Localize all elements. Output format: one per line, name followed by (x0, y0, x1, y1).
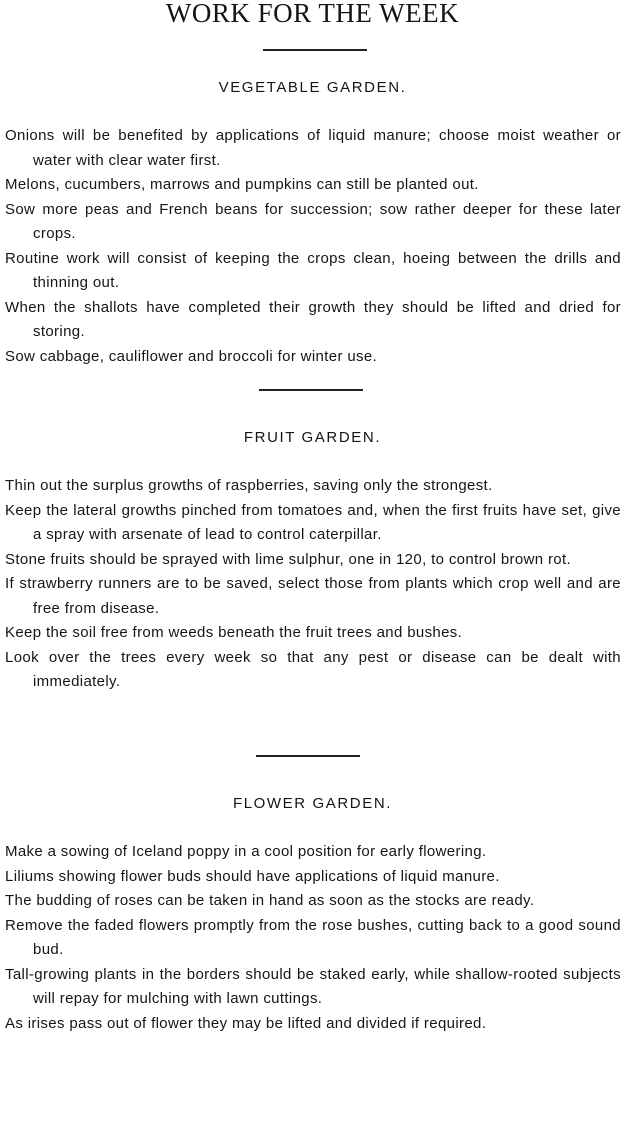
list-item: Make a sowing of Iceland poppy in a cool position for early flowering. (5, 843, 487, 860)
list-item: Onions will be benefited by applications of liquid manure; choose moist weather or water with clear water first. (5, 127, 621, 169)
flower-garden-heading: FLOWER GARDEN. (232, 795, 393, 812)
list-item: Sow more peas and French beans for succession; sow rather deeper for these later crops. (5, 200, 621, 242)
vegetable-garden-list (0, 124, 625, 369)
vegetable-garden-heading: VEGETABLE GARDEN. (218, 79, 407, 96)
fruit-garden-list (0, 474, 625, 695)
vegetable-section-divider (259, 389, 363, 391)
list-item: Keep the lateral growths pinched from tomatoes and, when the first fruits have set, give a spray with arsenate of lead to control caterpillar. (5, 501, 621, 543)
fruit-section-divider (256, 755, 360, 757)
list-item: Look over the trees every week so that any pest or disease can be dealt with immediately. (5, 648, 621, 690)
list-item: Keep the soil free from weeds beneath the fruit trees and bushes. (5, 624, 463, 641)
title-divider (263, 49, 367, 51)
list-item: When the shallots have completed their growth they should be lifted and dried for storing. (5, 298, 621, 340)
flower-garden-list (0, 840, 625, 1036)
list-item: The budding of roses can be taken in hand as soon as the stocks are ready. (5, 892, 535, 909)
fruit-garden-heading: FRUIT GARDEN. (243, 429, 382, 446)
list-item: As irises pass out of flower they may be lifted and divided if required. (5, 1014, 487, 1032)
list-item: Tall-growing plants in the borders should be staked early, while shallow-rooted subjects will repay for mulching with lawn cuttings. (5, 965, 621, 1007)
list-item: Thin out the surplus growths of raspberries, saving only the strongest. (5, 477, 493, 494)
list-item: Remove the faded flowers promptly from the rose bushes, cutting back to a good sound bud. (5, 916, 621, 958)
list-item: Sow cabbage, cauliflower and broccoli for winter use. (5, 347, 378, 365)
list-item: If strawberry runners are to be saved, select those from plants which crop well and are free from disease. (5, 575, 621, 617)
list-item: Melons, cucumbers, marrows and pumpkins can still be planted out. (5, 176, 479, 193)
list-item: Liliums showing flower buds should have applications of liquid manure. (5, 867, 500, 885)
list-item: Stone fruits should be sprayed with lime sulphur, one in 120, to control brown rot. (5, 550, 572, 568)
list-item: Routine work will consist of keeping the crops clean, hoeing between the drills and thinning out. (5, 249, 621, 291)
page-title: WORK FOR THE WEEK (165, 0, 460, 28)
